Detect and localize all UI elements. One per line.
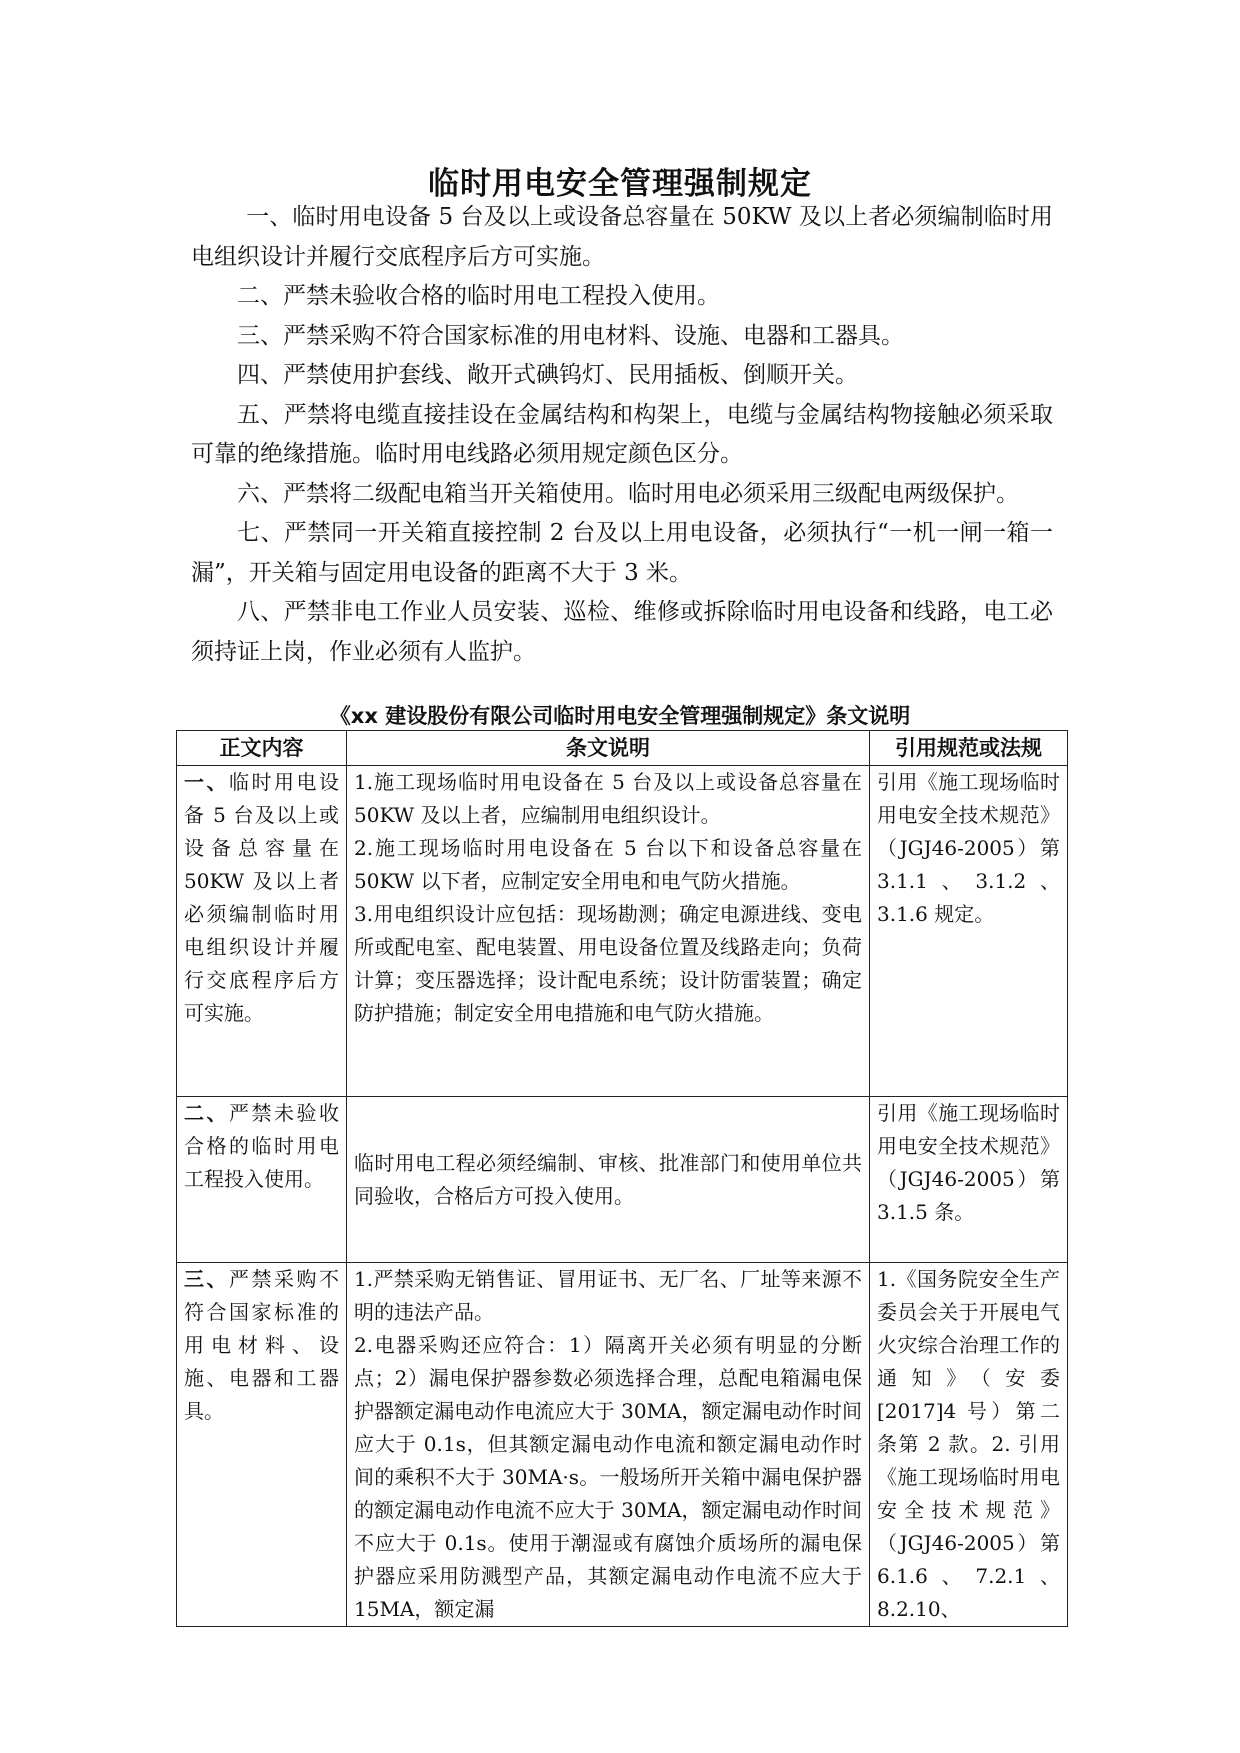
content-cell [177, 1097, 347, 1263]
explanation-item: 2.施工现场临时用电设备在 5 台以下和设备总容量在 50KW 以下者，应制定安全用电和电气防火措施。 [354, 836, 862, 893]
item-number: 二、 [184, 1101, 229, 1125]
explanation-item: 临时用电工程必须经编制、审核、批准部门和使用单位共同验收，合格后方可投入使用。 [354, 1150, 862, 1208]
reference-cell: 1.《国务院安全生产委员会关于开展电气火灾综合治理工作的通知》（安委[2017]4 号）第二条第 2 款。2. 引用《施工现场临时用电安全技术规范》（JGJ46-2005）第 6.1.6、7.2.1、8.2.10、 [870, 1263, 1068, 1627]
page-title: 临时用电安全管理强制规定 [428, 166, 812, 202]
explanation-cell [347, 766, 870, 1097]
explanation-cell [347, 1097, 870, 1263]
regulation-paragraph: 四、严禁使用护套线、敞开式碘钨灯、民用插板、倒顺开关。 [237, 362, 858, 388]
explanation-item: 2.电器采购还应符合：1）隔离开关必须有明显的分断点；2）漏电保护器参数必须选择合理，总配电箱漏电保护器额定漏电动作电流应大于 30MA，额定漏电动作时间应大于 0.1s，但其额定漏电动作电流和额定漏电动作时间的乘积不大于 30MA·s。一般场所开关箱中漏电保护器的额定漏电动作电流不应大于 30MA，额定漏电动作时间不应大于 0.1s。使用于潮湿或有腐蚀介质场所的漏电保护器应采用防溅型产品，其额定漏电动作电流不应大于 15MA，额定漏 [354, 1333, 862, 1621]
reference-cell: 引用《施工现场临时用电安全技术规范》（JGJ46-2005）第 3.1.5 条。 [870, 1097, 1068, 1263]
regulation-paragraph: 一、临时用电设备 5 台及以上或设备总容量在 50KW 及以上者必须编制临时用电组织设计并履行交底程序后方可实施。 [191, 204, 1053, 270]
header-explanation: 条文说明 [347, 731, 870, 766]
reference-cell: 引用《施工现场临时用电安全技术规范》（JGJ46-2005）第 3.1.1、3.1.2、 3.1.6 规定。 [870, 766, 1068, 1097]
explanation-item: 1.严禁采购无销售证、冒用证书、无厂名、厂址等来源不明的违法产品。 [354, 1267, 862, 1324]
header-reference: 引用规范或法规 [870, 731, 1068, 766]
explanation-item: 1.施工现场临时用电设备在 5 台及以上或设备总容量在 50KW 及以上者，应编制用电组织设计。 [354, 770, 862, 827]
explanation-cell [347, 1263, 870, 1627]
regulation-body [191, 198, 1053, 672]
regulation-paragraph: 七、严禁同一开关箱直接控制 2 台及以上用电设备，必须执行“一机一闸一箱一漏”，开关箱与固定用电设备的距离不大于 3 米。 [191, 520, 1053, 586]
item-content: 临时用电设备 5 台及以上或设备总容量在 50KW 及以上者必须编制临时用电组织设计并履行交底程序后方可实施。 [184, 770, 339, 1025]
table-header-row [177, 731, 1068, 766]
table-row [177, 766, 1068, 1097]
item-content: 严禁未验收合格的临时用电工程投入使用。 [184, 1101, 339, 1191]
header-content: 正文内容 [177, 731, 347, 766]
item-number: 一、 [184, 770, 229, 794]
regulation-paragraph: 三、严禁采购不符合国家标准的用电材料、设施、电器和工器具。 [237, 322, 904, 349]
table-row [177, 1263, 1068, 1627]
table-title: 《xx 建设股份有限公司临时用电安全管理强制规定》条文说明 [329, 704, 911, 728]
item-number: 三、 [184, 1267, 229, 1291]
explanation-table [176, 730, 1068, 1627]
table-row [177, 1097, 1068, 1263]
content-cell [177, 1263, 347, 1627]
item-content: 严禁采购不符合国家标准的用电材料、设施、电器和工器具。 [184, 1267, 339, 1423]
regulation-paragraph: 八、严禁非电工作业人员安装、巡检、维修或拆除临时用电设备和线路，电工必须持证上岗，作业必须有人监护。 [191, 599, 1053, 665]
regulation-paragraph: 六、严禁将二级配电箱当开关箱使用。临时用电必须采用三级配电两级保护。 [237, 480, 1019, 507]
regulation-paragraph: 五、严禁将电缆直接挂设在金属结构和构架上，电缆与金属结构物接触必须采取可靠的绝缘措施。临时用电线路必须用规定颜色区分。 [191, 401, 1053, 467]
content-cell [177, 766, 347, 1097]
regulation-paragraph: 二、严禁未验收合格的临时用电工程投入使用。 [237, 283, 720, 309]
explanation-item: 3.用电组织设计应包括：现场勘测；确定电源进线、变电所或配电室、配电装置、用电设备位置及线路走向；负荷计算；变压器选择；设计配电系统；设计防雷装置；确定防护措施；制定安全用电措施和电气防火措施。 [354, 902, 862, 1025]
